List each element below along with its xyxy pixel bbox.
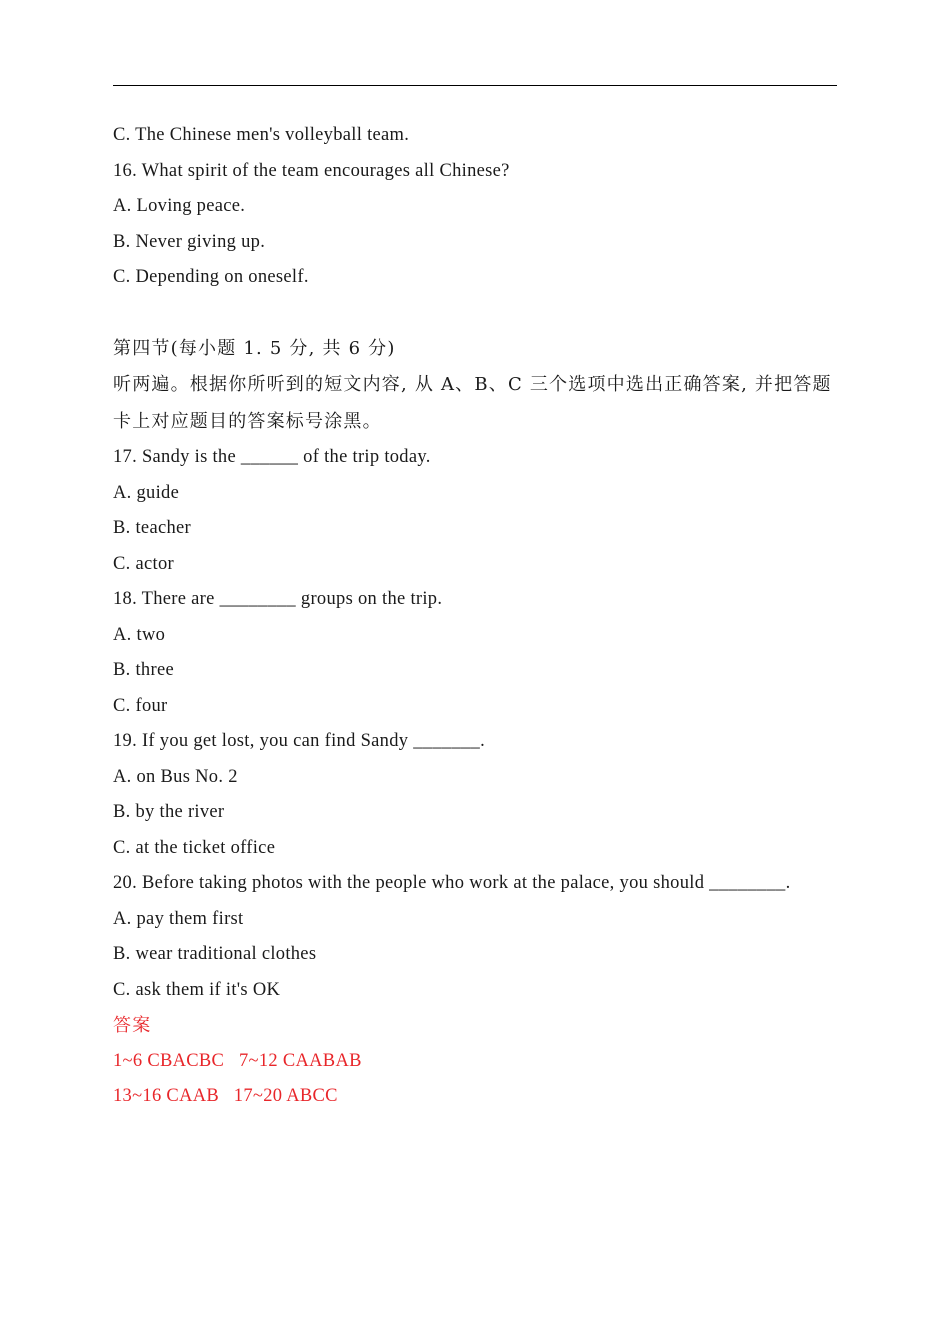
- answer-key-line: 13~16 CAAB 17~20 ABCC: [113, 1086, 338, 1106]
- option-line: C. ask them if it's OK: [113, 979, 281, 1000]
- question-stem: 16. What spirit of the team encourages all Chinese?: [113, 160, 510, 181]
- question-stem: 20. Before taking photos with the people who work at the palace, you should ________.: [113, 873, 791, 893]
- option-line: A. on Bus No. 2: [113, 766, 238, 787]
- option-line: B. teacher: [113, 518, 191, 538]
- section-instructions: 听两遍。根据你所听到的短文内容, 从 A、B、C 三个选项中选出正确答案, 并把答题卡上对应题目的答案标号涂黑。: [113, 374, 832, 432]
- option-line: A. Loving peace.: [113, 196, 246, 216]
- option-line: A. guide: [113, 482, 180, 503]
- option-line: C. four: [113, 695, 168, 716]
- option-line: C. Depending on oneself.: [113, 267, 309, 287]
- document-body: [113, 118, 843, 1115]
- option-line: B. three: [113, 660, 174, 680]
- section-title: 第四节(每小题 1. 5 分, 共 6 分): [113, 337, 396, 359]
- option-line: C. at the ticket office: [113, 837, 276, 858]
- option-line: B. wear traditional clothes: [113, 944, 317, 964]
- question-stem: 18. There are ________ groups on the trip.: [113, 589, 443, 609]
- option-line: A. two: [113, 624, 166, 645]
- option-line: C. actor: [113, 553, 174, 574]
- answer-heading: 答案: [113, 1015, 152, 1036]
- option-line: B. Never giving up.: [113, 231, 266, 252]
- answer-key-line: 1~6 CBACBC 7~12 CAABAB: [113, 1050, 362, 1071]
- spacer: [113, 296, 843, 331]
- question-stem: 17. Sandy is the ______ of the trip today.: [113, 447, 431, 467]
- header-rule: [113, 85, 837, 86]
- question-stem: 19. If you get lost, you can find Sandy _______.: [113, 731, 486, 751]
- option-line: C. The Chinese men's volleyball team.: [113, 125, 410, 145]
- option-line: B. by the river: [113, 802, 225, 822]
- option-line: A. pay them first: [113, 908, 244, 929]
